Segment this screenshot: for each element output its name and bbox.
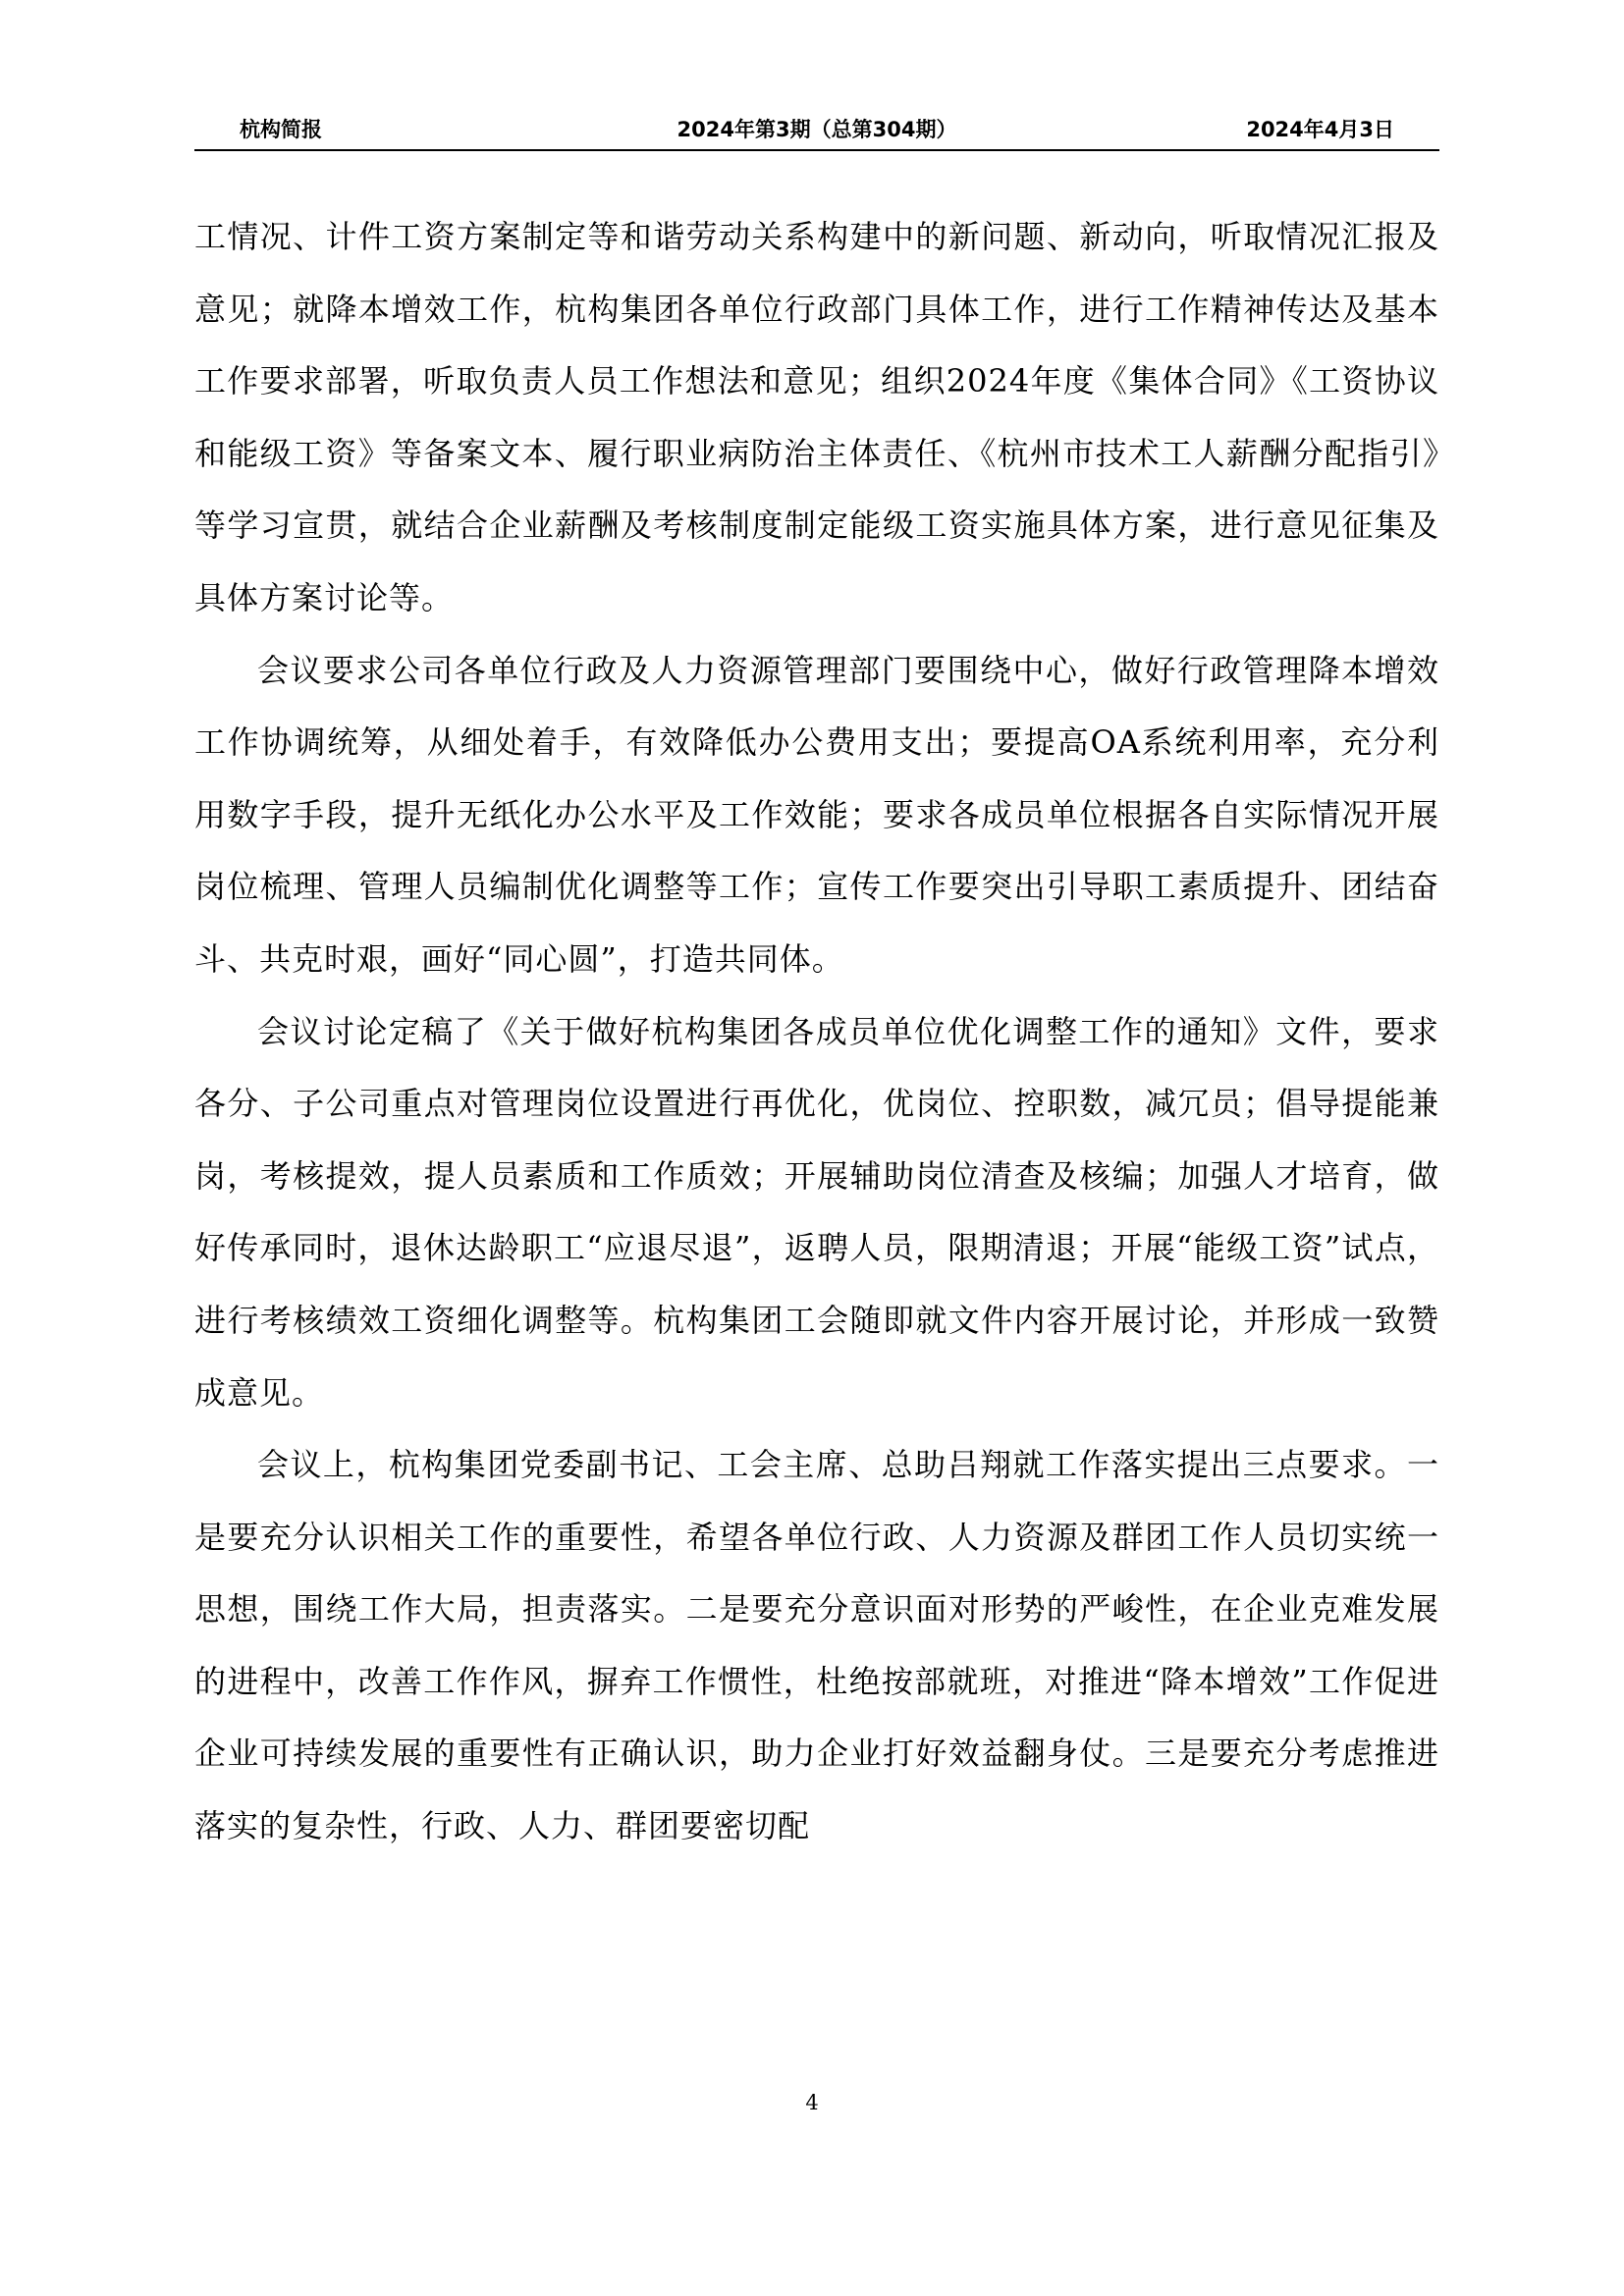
paragraph: 会议讨论定稿了《关于做好杭构集团各成员单位优化调整工作的通知》文件，要求各分、子公司重点对管理岗位设置进行再优化，优岗位、控职数，减冗员；倡导提能兼岗，考核提效，提人员素质和工作质效；开展辅助岗位清查及核编；加强人才培育，做好传承同时，退休达龄职工“应退尽退”，返聘人员，限期清退；开展“能级工资”试点，进行考核绩效工资细化调整等。杭构集团工会随即就文件内容开展讨论，并形成一致赞成意见。 xyxy=(194,1012,1439,1412)
paragraph: 会议要求公司各单位行政及人力资源管理部门要围绕中心，做好行政管理降本增效工作协调统筹，从细处着手，有效降低办公费用支出；要提高OA系统利用率，充分利用数字手段，提升无纸化办公水平及工作效能；要求各成员单位根据各自实际情况开展岗位梳理、管理人员编制优化调整等工作；宣传工作要突出引导职工素质提升、团结奋斗、共克时艰，画好“同心圆”，打造共同体。 xyxy=(194,651,1439,978)
paragraph: 会议上，杭构集团党委副书记、工会主席、总助吕翔就工作落实提出三点要求。一是要充分认识相关工作的重要性，希望各单位行政、人力资源及群团工作人员切实统一思想，围绕工作大局，担责落实。二是要充分意识面对形势的严峻性，在企业克难发展的进程中，改善工作作风，摒弃工作惯性，杜绝按部就班，对推进“降本增效”工作促进企业可持续发展的重要性有正确认识，助力企业打好效益翻身仗。三是要充分考虑推进落实的复杂性，行政、人力、群团要密切配 xyxy=(194,1446,1439,1845)
paragraph-continued: 工情况、计件工资方案制定等和谐劳动关系构建中的新问题、新动向，听取情况汇报及意见；就降本增效工作，杭构集团各单位行政部门具体工作，进行工作精神传达及基本工作要求部署，听取负责人员工作想法和意见；组织2024年度《集体合同》《工资协议和能级工资》等备案文本、履行职业病防治主体责任、《杭州市技术工人薪酬分配指引》等学习宣贯，就结合企业薪酬及考核制度制定能级工资实施具体方案，进行意见征集及具体方案讨论等。 xyxy=(194,218,1439,616)
issue-number: 2024年第3期（总第304期） xyxy=(677,118,957,141)
issue-date: 2024年4月3日 xyxy=(1246,118,1394,141)
page-number: 4 xyxy=(805,2091,819,2114)
article-body xyxy=(194,201,1439,1863)
header-divider xyxy=(194,149,1439,151)
page-header xyxy=(194,110,1439,149)
publication-name: 杭构简报 xyxy=(240,118,322,141)
